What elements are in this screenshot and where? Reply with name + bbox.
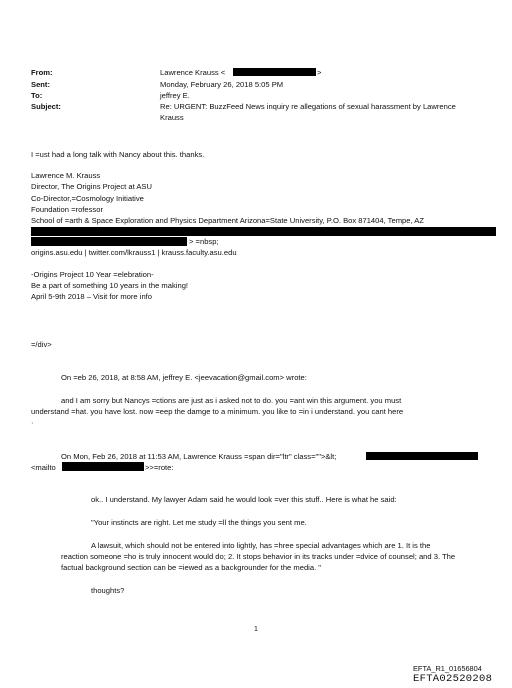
from-value (160, 68, 225, 77)
redaction-address-phone (31, 237, 187, 246)
redaction-quote2-mailto (62, 462, 144, 471)
subject-line-2: Krauss (160, 113, 184, 122)
quote2-mailto: <mailto (31, 463, 56, 472)
nbsp-text: > =nbsp; (189, 237, 219, 246)
signature-title-1: Director, The Origins Project at ASU (31, 182, 152, 191)
quote2-line-1: ok.. I understand. My lawyer Adam said he would look =ver this stuff.. Here is what he said: (91, 495, 397, 504)
page-number: 1 (254, 626, 258, 633)
signature-title-3: Foundation =rofessor (31, 205, 103, 214)
signature-links: origins.asu.edu | twitter.com/lkrauss1 | krauss.faculty.asu.edu (31, 248, 237, 257)
promo-line-2: Be a part of something 10 years in the making! (31, 281, 189, 290)
document-id-1: EFTA_R1_01656804 (413, 664, 482, 673)
from-label: From: (31, 68, 53, 77)
quote2-rote: >>=rote: (145, 463, 174, 472)
sent-label: Sent: (31, 80, 50, 89)
subject-label: Subject: (31, 102, 61, 111)
promo-line-1: -Origins Project 10 Year =elebration- (31, 270, 154, 279)
from-name: Lawrence Krauss < (160, 68, 226, 77)
redaction-from-email (233, 68, 316, 76)
quote1-header: On =eb 26, 2018, at 8:58 AM, jeffrey E. <jeevacation@gmail.com> wrote: (61, 373, 307, 382)
quote1-line-2: understand =hat. you have lost. now =eep the damge to a minimum. you like to =in i understand. you cant here (31, 407, 404, 416)
sent-value: Monday, February 26, 2018 5:05 PM (160, 80, 284, 89)
signature-school: School of =arth & Space Exploration and Physics Department Arizona=State University, P.O. Box 871404, Tempe, AZ (31, 216, 424, 225)
quote1-dot: · (31, 418, 34, 427)
signature-name: Lawrence M. Krauss (31, 171, 101, 180)
quote2-thoughts: thoughts? (91, 586, 125, 595)
signature-title-2: Co-Director,=Cosmology Initiative (31, 194, 144, 203)
redaction-address-line (31, 227, 496, 236)
from-value-suffix: > (317, 68, 322, 77)
redaction-quote2-email (366, 452, 478, 460)
quote2-para-line-1: A lawsuit, which should not be entered into lightly, has =hree special advantages which are 1. It is the (91, 541, 431, 550)
subject-line-1: Re: URGENT: BuzzFeed News inquiry re allegations of sexual harassment by Lawrence (160, 102, 456, 111)
quote2-para-line-3: factual background section can be =iewed as a backgrounder for the media. " (61, 563, 321, 572)
quote2-line-2: "Your instincts are right. Let me study =ll the things you sent me. (91, 518, 307, 527)
div-close-text: =/div> (31, 340, 52, 349)
body-line-1: I =ust had a long talk with Nancy about this. thanks. (31, 150, 205, 159)
quote1-line-1: and I am sorry but Nancys =ctions are just as i asked not to do. you =ant win this argument. you must (61, 396, 402, 405)
quote2-header: On Mon, Feb 26, 2018 at 11:53 AM, Lawrence Krauss =span dir="ltr" class="">&lt; (61, 452, 337, 461)
promo-line-3: April 5-9th 2018 – Visit for more info (31, 292, 152, 301)
quote2-para-line-2: reaction someone =ho is truly innocent would do; 2. It stops behavior in its tracks under =dvice of counsel; and 3. The (61, 552, 456, 561)
document-id-2: EFTA02520208 (413, 673, 493, 685)
to-value: jeffrey E. (160, 91, 190, 100)
to-label: To: (31, 91, 43, 100)
